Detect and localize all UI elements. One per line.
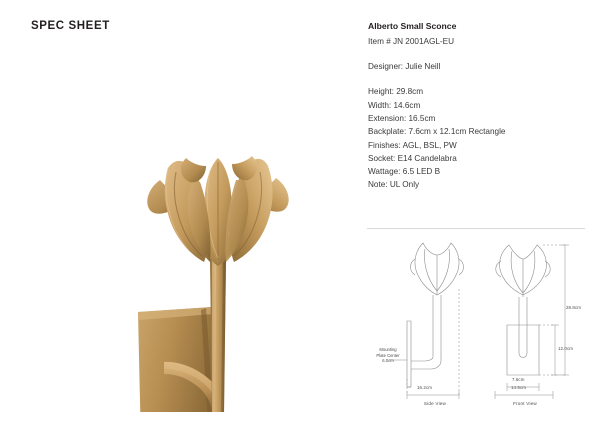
front-view-label: Front View (513, 401, 537, 406)
spec-height: Height: 29.8cm (368, 87, 424, 97)
spec-socket: Socket: E14 Candelabra (368, 153, 457, 163)
spec-note: Note: UL Only (368, 180, 420, 190)
mounting-plate-note (365, 347, 411, 364)
front-total-width-label: 14.5cm (511, 385, 526, 390)
backplate (138, 307, 215, 412)
front-view-dims (495, 245, 569, 399)
product-name: Alberto Small Sconce (368, 21, 457, 31)
sconce-illustration (40, 62, 330, 412)
spec-list (368, 85, 583, 191)
front-backplate-height-label: 12.0cm (558, 346, 573, 351)
spec-extension: Extension: 16.5cm (368, 114, 436, 124)
spec-wattage: Wattage: 6.5 LED B (368, 167, 441, 177)
mounting-note-line3: 6.0cm (382, 358, 394, 364)
page-title: SPEC SHEET (31, 20, 110, 32)
product-photo (40, 62, 330, 412)
mounting-note-line1: Mounting (379, 347, 397, 352)
product-info (368, 20, 583, 192)
designer: Designer: Julie Neill (368, 62, 441, 72)
technical-drawings (367, 228, 585, 415)
stem (210, 258, 226, 412)
spec-finishes: Finishes: AGL, BSL, PW (368, 140, 457, 150)
flower-head (147, 156, 288, 264)
front-total-height-label: 28.8cm (566, 305, 581, 310)
front-backplate-width-label: 7.6cm (512, 377, 525, 382)
spec-width: Width: 14.6cm (368, 100, 421, 110)
spec-backplate: Backplate: 7.6cm x 12.1cm Rectangle (368, 127, 506, 137)
side-width-dim-label: 16.2cm (417, 385, 432, 390)
side-view-drawing (407, 243, 464, 387)
mounting-note-line2: Plate Center (376, 352, 400, 358)
front-view-drawing (496, 245, 551, 375)
drawings-svg (367, 229, 585, 415)
side-view-label: Side View (423, 401, 447, 406)
item-number: Item # JN 2001AGL-EU (368, 36, 455, 46)
